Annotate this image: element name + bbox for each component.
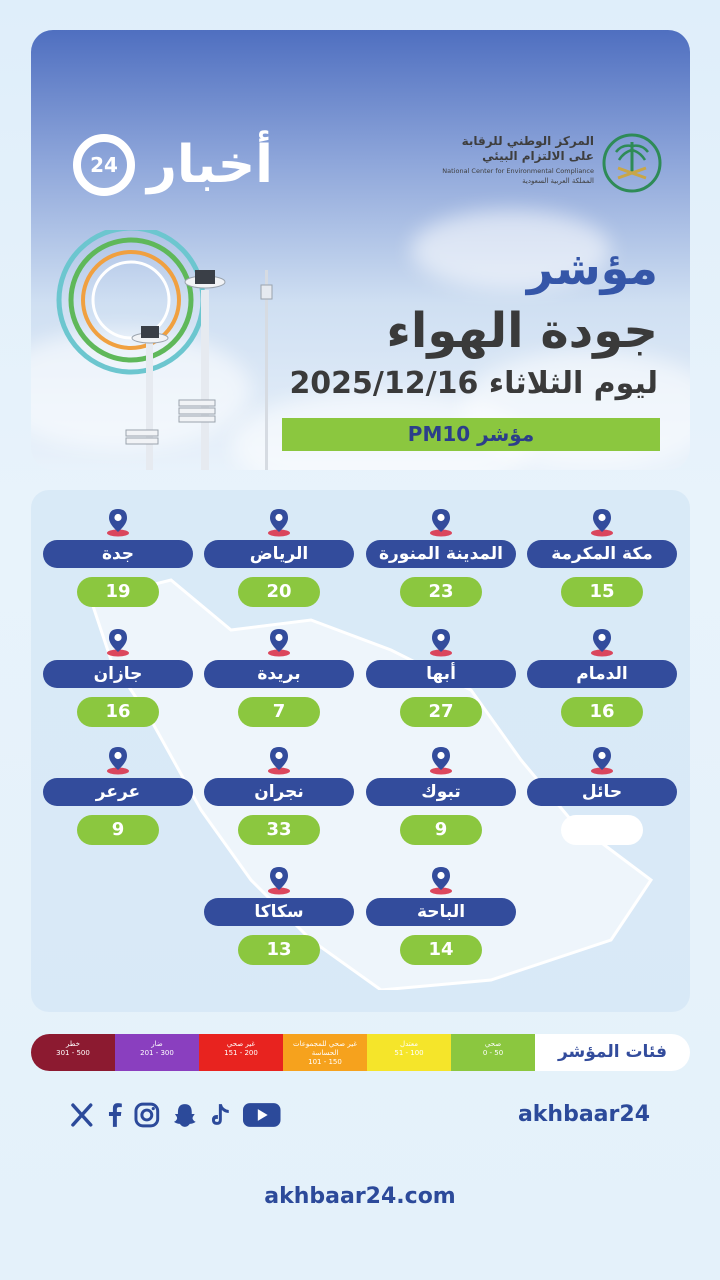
city-name: الرياض <box>204 540 354 568</box>
city-name: بريدة <box>204 660 354 688</box>
logo-number: 24 <box>90 153 118 177</box>
day-label: ليوم الثلاثاء <box>488 366 658 401</box>
indicator-bar: مؤشر PM10 <box>282 418 660 451</box>
location-pin-icon <box>266 865 292 895</box>
legend-segment <box>115 1034 199 1071</box>
city-name: المدينة المنورة <box>366 540 516 568</box>
legend-label: غير صحي <box>226 1040 256 1048</box>
location-pin-icon <box>589 627 615 657</box>
city-value: 33 <box>238 815 320 845</box>
location-pin-icon <box>105 627 131 657</box>
city-value: 27 <box>400 697 482 727</box>
legend-segment <box>283 1034 367 1071</box>
social-icons <box>68 1100 282 1130</box>
legend-segment <box>31 1034 115 1071</box>
org-name-en: National Center for Environmental Compliance <box>442 167 594 175</box>
legend-label: غير صحي للمجموعات الحساسة <box>293 1040 357 1057</box>
legend-segments <box>31 1034 535 1071</box>
legend-label: ضار <box>151 1040 163 1048</box>
org-name-line1: المركز الوطني للرقابة <box>461 134 594 148</box>
x-icon[interactable] <box>68 1101 96 1129</box>
location-pin-icon <box>589 507 615 537</box>
city-value: 20 <box>238 577 320 607</box>
legend-range: 51 - 100 <box>394 1049 424 1057</box>
city-name: الباحة <box>366 898 516 926</box>
location-pin-icon <box>428 745 454 775</box>
city-value: 16 <box>77 697 159 727</box>
legend-label: صحي <box>484 1040 502 1048</box>
city-value: 9 <box>400 815 482 845</box>
social-handle[interactable]: akhbaar24 <box>517 1102 650 1127</box>
legend-segment <box>451 1034 535 1071</box>
location-pin-icon <box>428 507 454 537</box>
legend-bar <box>31 1034 690 1071</box>
legend-range: 151 - 200 <box>224 1049 258 1057</box>
location-pin-icon <box>589 745 615 775</box>
legend-range: 301 - 500 <box>56 1049 90 1057</box>
legend-label: خطر <box>66 1040 80 1048</box>
location-pin-icon <box>266 507 292 537</box>
city-name: جدة <box>43 540 193 568</box>
location-pin-icon <box>105 507 131 537</box>
location-pin-icon <box>266 627 292 657</box>
legend-range: 201 - 300 <box>140 1049 174 1057</box>
legend-segment <box>367 1034 451 1071</box>
legend-range: 0 - 50 <box>482 1049 504 1057</box>
logo-word: أخبار <box>147 135 273 195</box>
title-line2: جودة الهواء <box>386 303 658 359</box>
city-name: حائل <box>527 778 677 806</box>
city-value: 14 <box>400 935 482 965</box>
legend-range: 101 - 150 <box>308 1058 342 1066</box>
city-grid-card <box>31 490 690 1012</box>
instagram-icon[interactable] <box>133 1101 161 1129</box>
city-value: 19 <box>77 577 159 607</box>
akhbar24-logo <box>73 130 273 204</box>
youtube-icon[interactable] <box>242 1101 282 1129</box>
city-name: أبها <box>366 660 516 688</box>
date-label: 2025/12/16 <box>289 366 479 401</box>
title-line1: مؤشر <box>526 241 658 295</box>
legend-segment <box>199 1034 283 1071</box>
title-date-line <box>275 364 658 404</box>
org-name-line2: على الالتزام البيئي <box>482 149 594 163</box>
header-card <box>31 30 690 470</box>
city-name: عرعر <box>43 778 193 806</box>
city-name: سكاكا <box>204 898 354 926</box>
city-value: 16 <box>561 697 643 727</box>
city-value: 15 <box>561 577 643 607</box>
ncec-text-block <box>364 134 594 186</box>
city-name: تبوك <box>366 778 516 806</box>
city-name: مكة المكرمة <box>527 540 677 568</box>
city-name: الدمام <box>527 660 677 688</box>
location-pin-icon <box>266 745 292 775</box>
city-name: نجران <box>204 778 354 806</box>
facebook-icon[interactable] <box>106 1101 124 1129</box>
website-link[interactable]: akhbaar24.com <box>264 1184 456 1209</box>
legend-label: معتدل <box>400 1040 418 1048</box>
city-value: 23 <box>400 577 482 607</box>
location-pin-icon <box>428 865 454 895</box>
city-value: 13 <box>238 935 320 965</box>
city-name: جازان <box>43 660 193 688</box>
city-value: 7 <box>238 697 320 727</box>
air-monitoring-station-icon <box>51 230 291 470</box>
city-value: 9 <box>77 815 159 845</box>
location-pin-icon <box>105 745 131 775</box>
legend-title: فئات المؤشر <box>535 1034 690 1071</box>
org-country: المملكة العربية السعودية <box>522 177 594 185</box>
tiktok-icon[interactable] <box>209 1101 233 1129</box>
snapchat-icon[interactable] <box>171 1101 199 1129</box>
ncec-logo-icon <box>602 130 662 196</box>
city-value <box>561 815 643 845</box>
location-pin-icon <box>428 627 454 657</box>
